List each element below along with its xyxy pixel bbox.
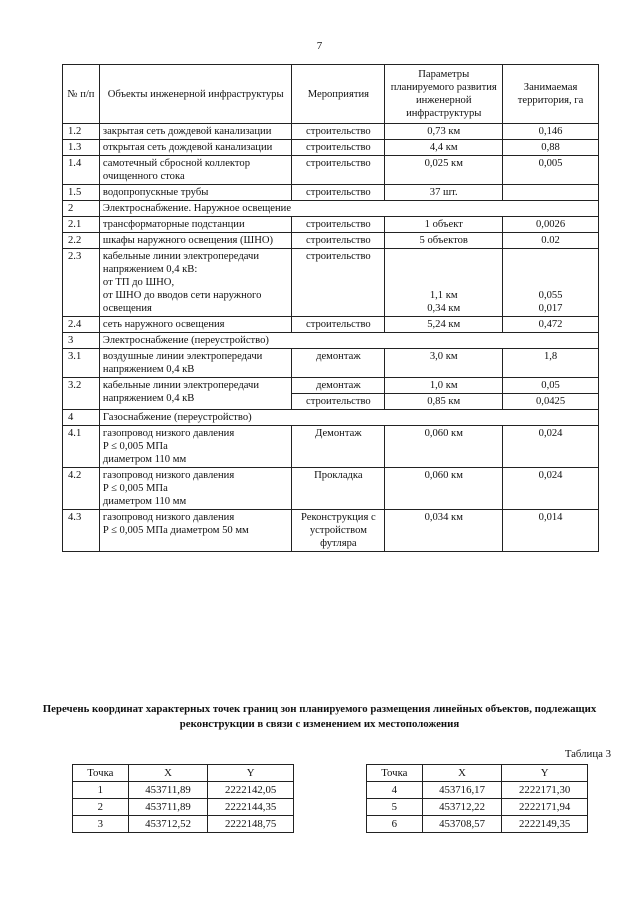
area	[503, 185, 599, 201]
action: демонтаж	[292, 378, 385, 394]
object-name: шкафы наружного освещения (ШНО)	[99, 233, 292, 249]
section-title: Электроснабжение. Наружное освещение	[99, 201, 598, 217]
parameter: 0,060 км	[385, 468, 503, 510]
coordinates-table-right	[366, 764, 588, 833]
table-row	[367, 799, 588, 816]
row-number: 4.3	[63, 510, 100, 552]
object-name: закрытая сеть дождевой канализации	[99, 124, 292, 140]
table-caption: Таблица 3	[564, 748, 611, 760]
table-row	[73, 782, 294, 799]
parameter: 0,034 км	[385, 510, 503, 552]
action: Реконструкция с устройством футляра	[292, 510, 385, 552]
table-row	[63, 124, 599, 140]
area: 0,0026	[503, 217, 599, 233]
object-name: газопровод низкого давления P ≤ 0,005 МПа диаметром 50 мм	[99, 510, 292, 552]
area: 0,05	[503, 378, 599, 394]
section-title: Электроснабжение (переустройство)	[99, 333, 598, 349]
table-row	[63, 156, 599, 185]
point: 1	[73, 782, 129, 799]
row-number: 1.4	[63, 156, 100, 185]
y-value: 2222149,35	[502, 816, 588, 833]
row-number: 2.3	[63, 249, 100, 317]
header-point: Точка	[73, 765, 129, 782]
action: строительство	[292, 249, 385, 317]
coordinates-heading: Перечень координат характерных точек границ зон планируемого размещения линейных объектов, подлежащих реконструкции в связи с изменением их местоположения	[42, 703, 597, 730]
section-title: Газоснабжение (переустройство)	[99, 410, 598, 426]
parameter: 0,73 км	[385, 124, 503, 140]
header-x: X	[422, 765, 502, 782]
y-value: 2222142,05	[208, 782, 294, 799]
object-name: открытая сеть дождевой канализации	[99, 140, 292, 156]
parameter: 1,0 км	[385, 378, 503, 394]
x-value: 453708,57	[422, 816, 502, 833]
table-row	[367, 816, 588, 833]
coordinates-table-left	[72, 764, 294, 833]
y-value: 2222171,30	[502, 782, 588, 799]
header-object: Объекты инженерной инфраструктуры	[99, 65, 292, 124]
table-row	[63, 317, 599, 333]
table-row	[73, 799, 294, 816]
object-name: водопропускные трубы	[99, 185, 292, 201]
header-action: Мероприятия	[292, 65, 385, 124]
header-y: Y	[208, 765, 294, 782]
table-row	[63, 249, 599, 317]
area: 0,005	[503, 156, 599, 185]
row-number: 1.2	[63, 124, 100, 140]
section-row	[63, 201, 599, 217]
area: 0,472	[503, 317, 599, 333]
row-number: 1.3	[63, 140, 100, 156]
page-number: 7	[316, 40, 323, 52]
action: строительство	[292, 394, 385, 410]
area: 0,014	[503, 510, 599, 552]
object-name: сеть наружного освещения	[99, 317, 292, 333]
object-name: кабельные линии электропередачи напряжением 0,4 кВ: от ТП до ШНО, от ШНО до вводов сети наружного освещения	[99, 249, 292, 317]
x-value: 453712,22	[422, 799, 502, 816]
x-value: 453711,89	[128, 799, 208, 816]
action: Прокладка	[292, 468, 385, 510]
y-value: 2222144,35	[208, 799, 294, 816]
row-number: 2	[63, 201, 100, 217]
area: 0.02	[503, 233, 599, 249]
area: 0,024	[503, 468, 599, 510]
x-value: 453711,89	[128, 782, 208, 799]
object-name: газопровод низкого давления P ≤ 0,005 МПа диаметром 110 мм	[99, 426, 292, 468]
parameter: 0,060 км	[385, 426, 503, 468]
section-row	[63, 333, 599, 349]
point: 2	[73, 799, 129, 816]
header-number: № п/п	[63, 65, 100, 124]
area: 0,055 0,017	[503, 249, 599, 317]
table-row	[63, 185, 599, 201]
object-name: газопровод низкого давления P ≤ 0,005 МПа диаметром 110 мм	[99, 468, 292, 510]
y-value: 2222171,94	[502, 799, 588, 816]
row-number: 4.1	[63, 426, 100, 468]
point: 3	[73, 816, 129, 833]
row-number: 2.2	[63, 233, 100, 249]
row-number: 3.1	[63, 349, 100, 378]
point: 5	[367, 799, 423, 816]
table-header-row	[367, 765, 588, 782]
row-number: 2.1	[63, 217, 100, 233]
action: строительство	[292, 233, 385, 249]
object-name: воздушные линии электропередачи напряжением 0,4 кВ	[99, 349, 292, 378]
table-row	[63, 140, 599, 156]
parameter: 0,85 км	[385, 394, 503, 410]
area: 0,0425	[503, 394, 599, 410]
row-number: 3.2	[63, 378, 100, 410]
parameter: 3,0 км	[385, 349, 503, 378]
row-number: 4	[63, 410, 100, 426]
x-value: 453712,52	[128, 816, 208, 833]
action: строительство	[292, 317, 385, 333]
table-row	[63, 468, 599, 510]
area: 0,88	[503, 140, 599, 156]
object-name: самотечный сбросной коллектор очищенного стока	[99, 156, 292, 185]
parameter: 4,4 км	[385, 140, 503, 156]
action: строительство	[292, 140, 385, 156]
y-value: 2222148,75	[208, 816, 294, 833]
action: демонтаж	[292, 349, 385, 378]
table-header-row	[63, 65, 599, 124]
header-area: Занимаемая территория, га	[503, 65, 599, 124]
table-row	[63, 378, 599, 394]
row-number: 2.4	[63, 317, 100, 333]
row-number: 4.2	[63, 468, 100, 510]
action: строительство	[292, 217, 385, 233]
table-row	[63, 426, 599, 468]
parameter: 1,1 км 0,34 км	[385, 249, 503, 317]
area: 0,146	[503, 124, 599, 140]
action: строительство	[292, 185, 385, 201]
area: 1,8	[503, 349, 599, 378]
action: Демонтаж	[292, 426, 385, 468]
row-number: 3	[63, 333, 100, 349]
table-row	[367, 782, 588, 799]
point: 6	[367, 816, 423, 833]
object-name: кабельные линии электропередачи напряжением 0,4 кВ	[99, 378, 292, 410]
action: строительство	[292, 156, 385, 185]
parameter: 0,025 км	[385, 156, 503, 185]
infrastructure-table	[62, 64, 599, 552]
table-row	[73, 816, 294, 833]
row-number: 1.5	[63, 185, 100, 201]
x-value: 453716,17	[422, 782, 502, 799]
header-point: Точка	[367, 765, 423, 782]
header-y: Y	[502, 765, 588, 782]
table-row	[63, 510, 599, 552]
parameter: 37 шт.	[385, 185, 503, 201]
area: 0,024	[503, 426, 599, 468]
parameter: 5 объектов	[385, 233, 503, 249]
table-header-row	[73, 765, 294, 782]
object-name: трансформаторные подстанции	[99, 217, 292, 233]
parameter: 1 объект	[385, 217, 503, 233]
table-row	[63, 349, 599, 378]
header-x: X	[128, 765, 208, 782]
parameter: 5,24 км	[385, 317, 503, 333]
header-parameters: Параметры планируемого развития инженерной инфраструктуры	[385, 65, 503, 124]
action: строительство	[292, 124, 385, 140]
section-row	[63, 410, 599, 426]
point: 4	[367, 782, 423, 799]
table-row	[63, 233, 599, 249]
table-row	[63, 217, 599, 233]
